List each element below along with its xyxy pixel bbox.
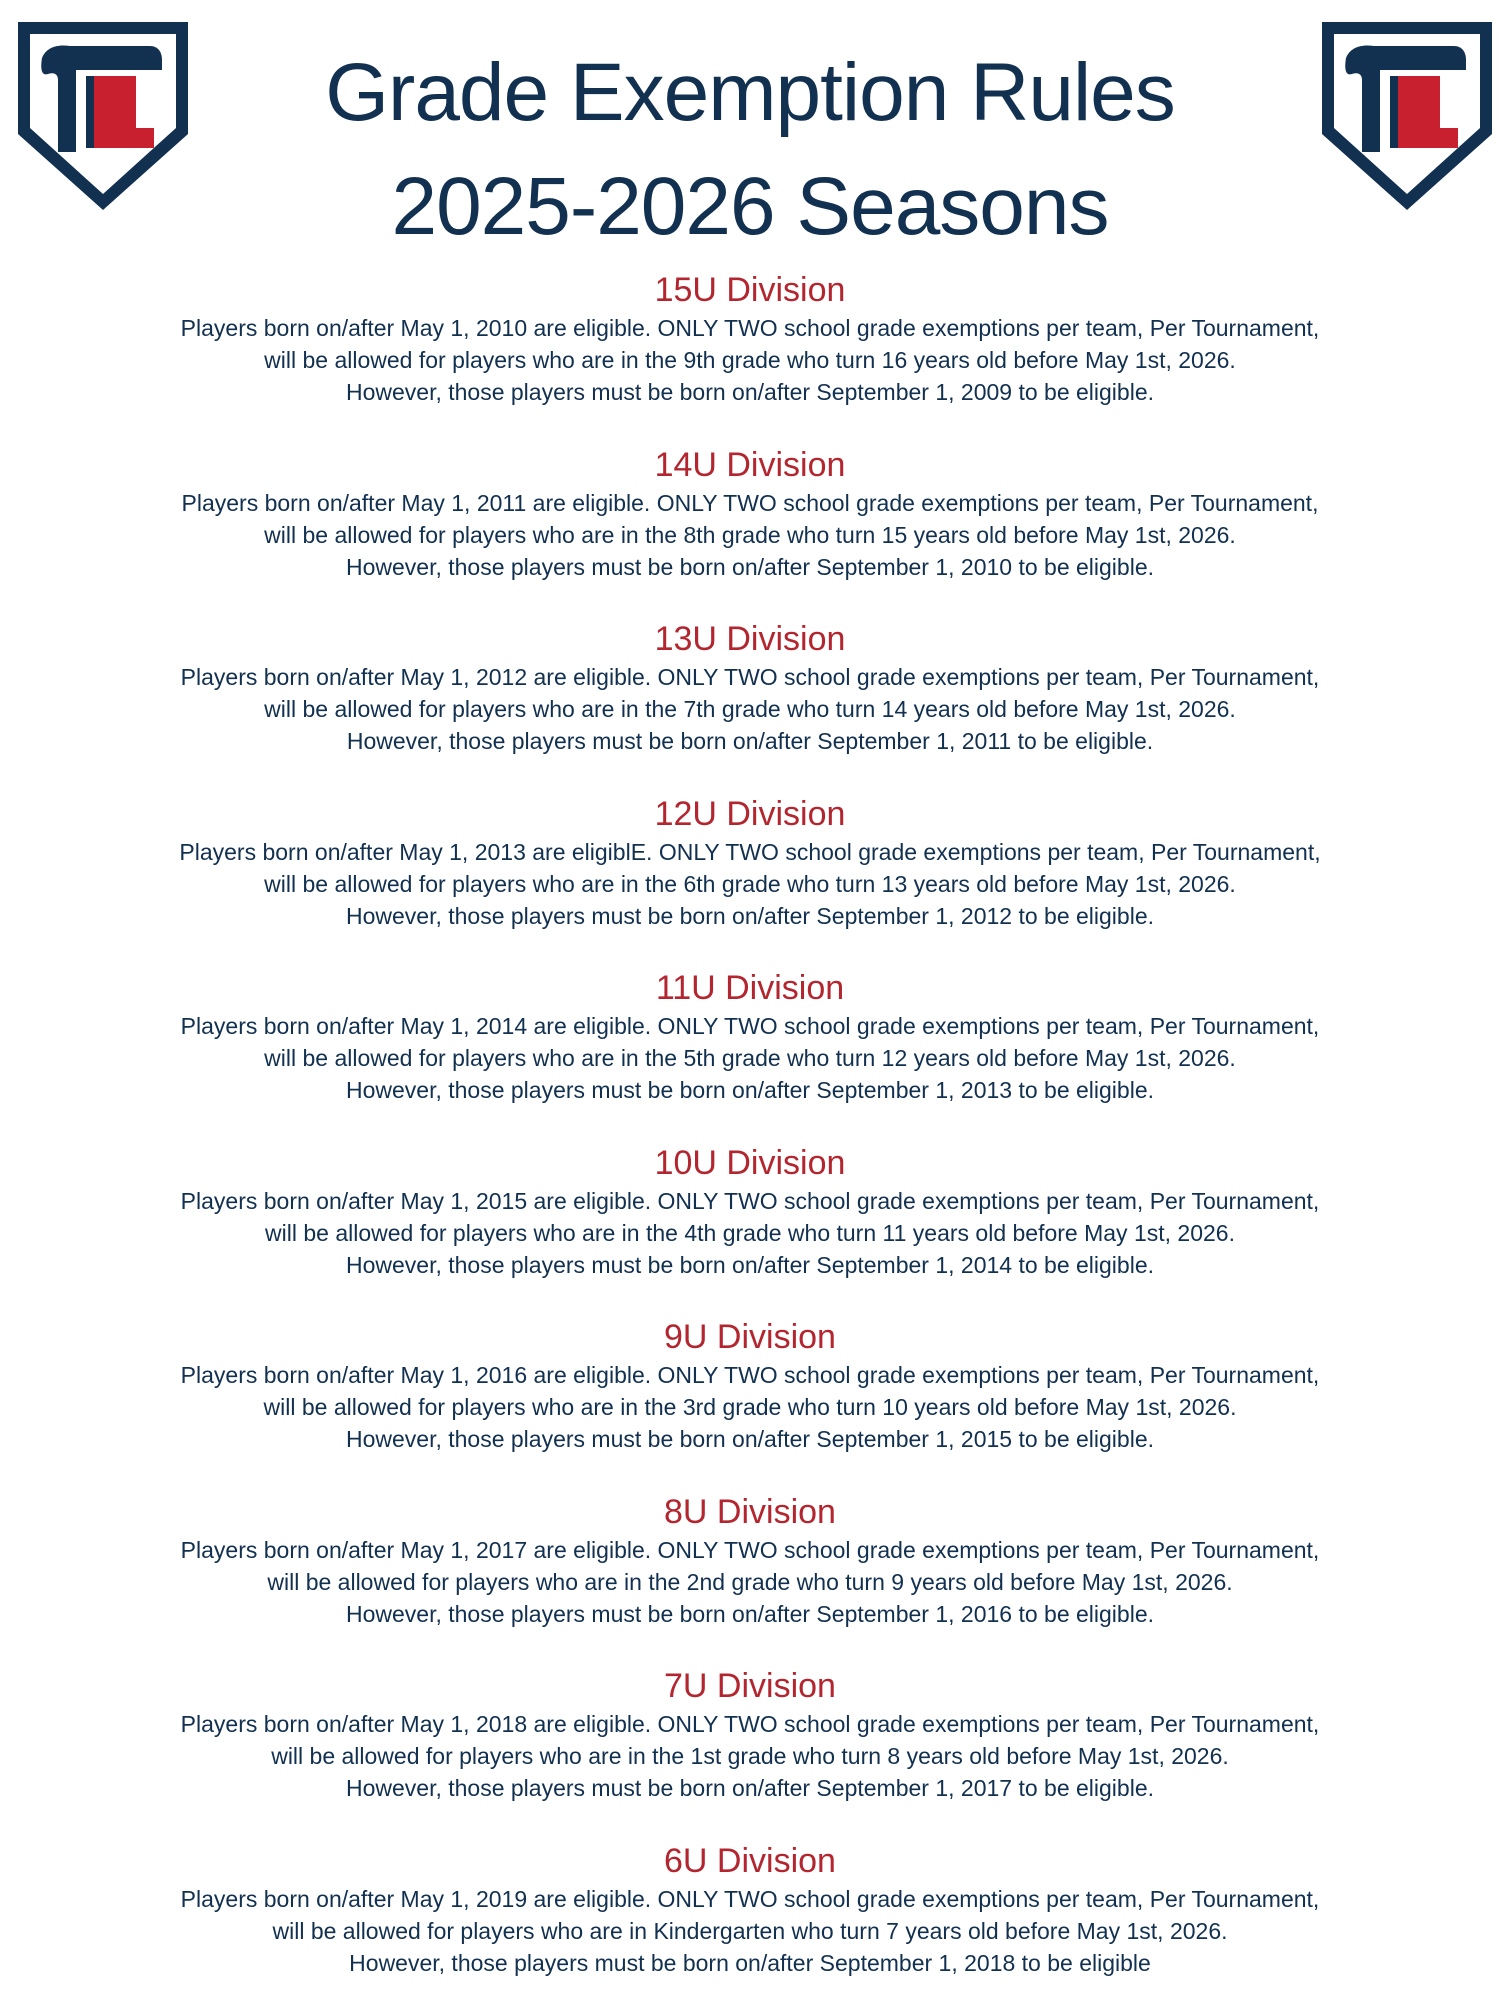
rule-text: Players born on/after May 1, 2011 are eligible. ONLY TWO school grade exemptions per team, Per Tournament, [60,487,1440,519]
rule-text: However, those players must be born on/after September 1, 2012 to be eligible. [60,900,1440,932]
trademark-mark: TM [156,147,166,154]
rule-text: However, those players must be born on/after September 1, 2015 to be eligible. [60,1423,1440,1455]
division-section [60,1490,1440,1665]
rule-text: will be allowed for players who are in the 2nd grade who turn 9 years old before May 1st, 2026. [60,1566,1440,1598]
rule-text: However, those players must be born on/after September 1, 2014 to be eligible. [60,1249,1440,1281]
division-title: 14U Division [60,443,1440,487]
rule-text: will be allowed for players who are in the 5th grade who turn 12 years old before May 1st, 2026. [60,1042,1440,1074]
league-logo-right [1316,18,1498,214]
division-title: 6U Division [60,1839,1440,1883]
rule-text: However, those players must be born on/after September 1, 2010 to be eligible. [60,551,1440,583]
division-title: 13U Division [60,617,1440,661]
page-header [220,36,1280,264]
division-section [60,966,1440,1141]
home-plate-logo-icon [12,18,194,214]
rule-text: will be allowed for players who are in the 7th grade who turn 14 years old before May 1st, 2026. [60,693,1440,725]
rule-text: Players born on/after May 1, 2010 are eligible. ONLY TWO school grade exemptions per team, Per Tournament, [60,312,1440,344]
rule-text: Players born on/after May 1, 2015 are eligible. ONLY TWO school grade exemptions per team, Per Tournament, [60,1185,1440,1217]
rule-text: However, those players must be born on/after September 1, 2009 to be eligible. [60,376,1440,408]
division-title: 11U Division [60,966,1440,1010]
rule-text: will be allowed for players who are in the 1st grade who turn 8 years old before May 1st, 2026. [60,1740,1440,1772]
division-title: 10U Division [60,1141,1440,1185]
league-logo-left [12,18,194,214]
rule-text: However, those players must be born on/after September 1, 2018 to be eligible [60,1947,1440,1979]
division-section [60,1839,1440,2013]
rule-text: will be allowed for players who are in the 3rd grade who turn 10 years old before May 1st, 2026. [60,1391,1440,1423]
division-section [60,1315,1440,1490]
rule-text: Players born on/after May 1, 2012 are eligible. ONLY TWO school grade exemptions per team, Per Tournament, [60,661,1440,693]
division-list [60,268,1440,2013]
rule-text: However, those players must be born on/after September 1, 2013 to be eligible. [60,1074,1440,1106]
division-title: 7U Division [60,1664,1440,1708]
rule-text: will be allowed for players who are in Kindergarten who turn 7 years old before May 1st, 2026. [60,1915,1440,1947]
rule-text: However, those players must be born on/after September 1, 2016 to be eligible. [60,1598,1440,1630]
rule-text: Players born on/after May 1, 2016 are eligible. ONLY TWO school grade exemptions per team, Per Tournament, [60,1359,1440,1391]
page-title: Grade Exemption Rules [220,36,1280,150]
division-title: 9U Division [60,1315,1440,1359]
trademark-mark: TM [1460,147,1470,154]
rule-text: will be allowed for players who are in the 4th grade who turn 11 years old before May 1st, 2026. [60,1217,1440,1249]
rule-text: However, those players must be born on/after September 1, 2011 to be eligible. [60,725,1440,757]
rule-text: will be allowed for players who are in the 8th grade who turn 15 years old before May 1st, 2026. [60,519,1440,551]
division-title: 8U Division [60,1490,1440,1534]
page-subtitle: 2025-2026 Seasons [220,150,1280,264]
division-section [60,792,1440,967]
rule-text: Players born on/after May 1, 2017 are eligible. ONLY TWO school grade exemptions per team, Per Tournament, [60,1534,1440,1566]
division-section [60,617,1440,792]
division-title: 15U Division [60,268,1440,312]
division-section [60,443,1440,618]
division-section [60,1664,1440,1839]
rule-text: However, those players must be born on/after September 1, 2017 to be eligible. [60,1772,1440,1804]
rule-text: will be allowed for players who are in the 6th grade who turn 13 years old before May 1st, 2026. [60,868,1440,900]
home-plate-logo-icon [1316,18,1498,214]
rule-text: Players born on/after May 1, 2018 are eligible. ONLY TWO school grade exemptions per team, Per Tournament, [60,1708,1440,1740]
division-title: 12U Division [60,792,1440,836]
division-section [60,1141,1440,1316]
division-section [60,268,1440,443]
rule-text: Players born on/after May 1, 2019 are eligible. ONLY TWO school grade exemptions per team, Per Tournament, [60,1883,1440,1915]
rule-text: will be allowed for players who are in the 9th grade who turn 16 years old before May 1st, 2026. [60,344,1440,376]
rule-text: Players born on/after May 1, 2014 are eligible. ONLY TWO school grade exemptions per team, Per Tournament, [60,1010,1440,1042]
rule-text: Players born on/after May 1, 2013 are eligiblE. ONLY TWO school grade exemptions per team, Per Tournament, [60,836,1440,868]
